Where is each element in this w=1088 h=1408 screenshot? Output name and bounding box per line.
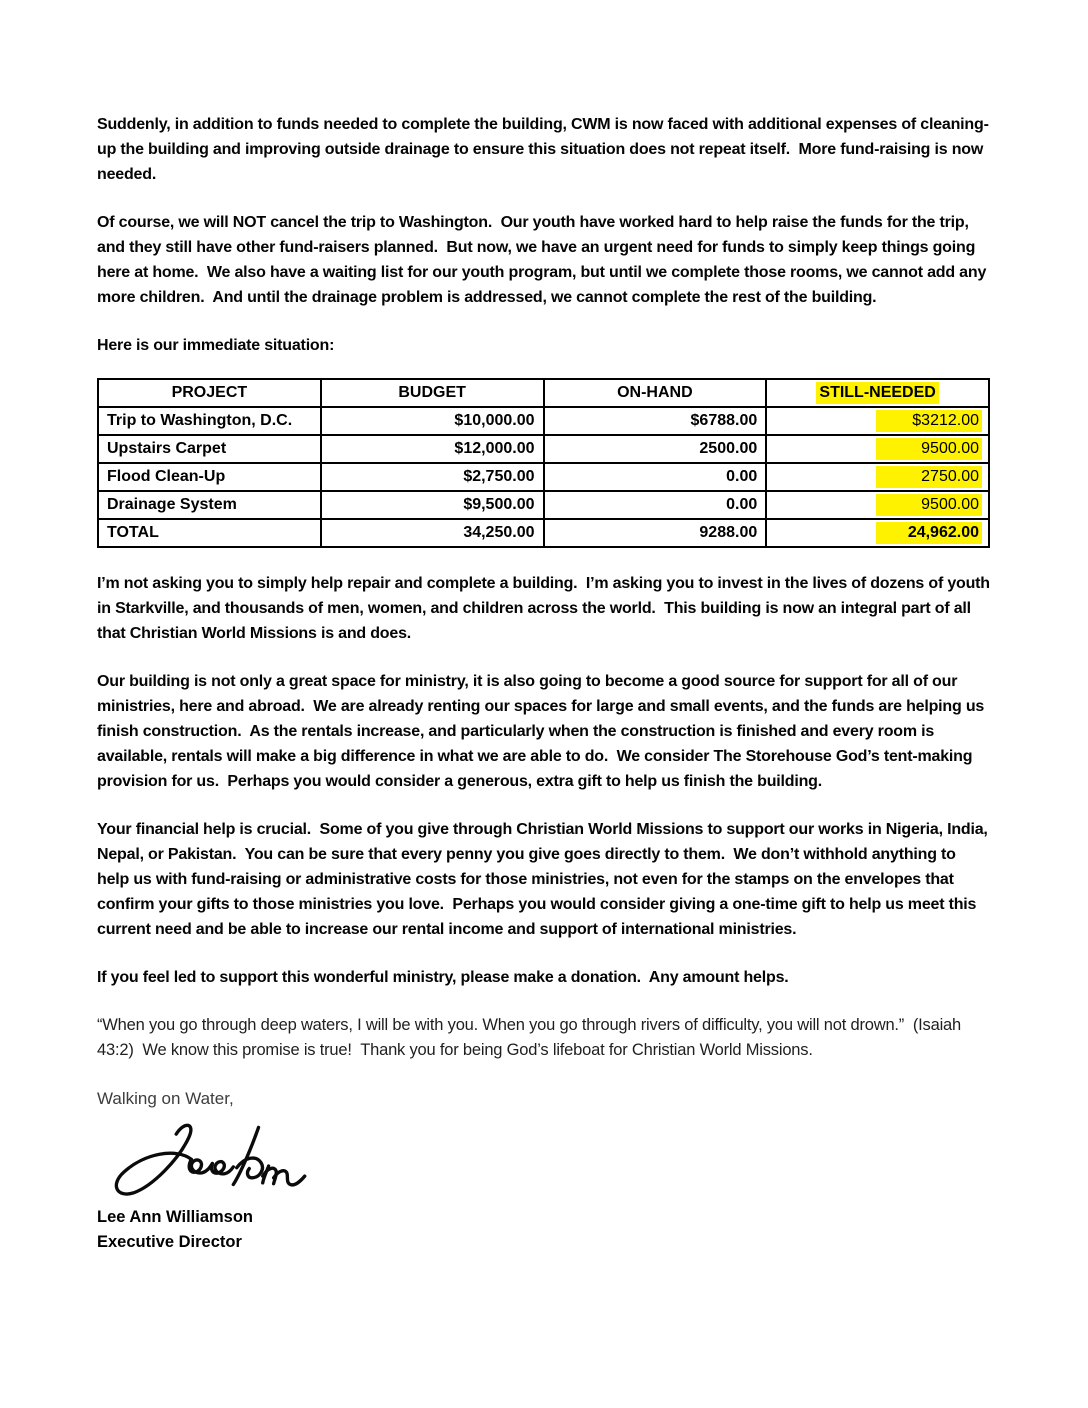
sender-title: Executive Director [97,1233,242,1251]
budget-cell: $10,000.00 [321,407,544,435]
project-cell: Upstairs Carpet [98,435,321,463]
budget-cell: $9,500.00 [321,491,544,519]
sender-name: Lee Ann Williamson [97,1208,254,1226]
table-header-row [98,379,989,407]
on-hand-cell: 2500.00 [544,435,767,463]
on-hand-cell: 0.00 [544,463,767,491]
table-row [98,491,989,519]
on-hand-cell: 0.00 [544,491,767,519]
table-row [98,435,989,463]
signature-image [109,1117,319,1205]
paragraph-donation-request: If you feel led to support this wonderful ministry, please make a donation. Any amount helps. [97,969,789,986]
paragraph-building-support: Our building is not only a great space for ministry, it is also going to become a good source for support for all of our ministries, here and abroad. We are already renting our spaces for large and small events, and the funds are helping us finish construction. As the rentals increase, and particularly when the construction is finished and every room is available, rentals will make a big difference in what we are able to do. We consider The Storehouse God’s tent-making provision for us. Perhaps you would consider a generous, extra gift to help us finish the building. [97,673,989,790]
still-needed-cell [766,435,989,463]
table-total-row [98,519,989,547]
still-needed-cell [766,463,989,491]
budget-cell: $12,000.00 [321,435,544,463]
still-needed-highlight: 9500.00 [876,494,982,516]
budget-cell: $2,750.00 [321,463,544,491]
paragraph-financial-help: Your financial help is crucial. Some of you give through Christian World Missions to support our works in Nigeria, India, Nepal, or Pakistan. You can be sure that every penny you give goes directly to them. We don’t withhold anything to help us with fund-raising or administrative costs for those ministries, not even for the stamps on the envelopes that confirm your gifts to those ministries you love. Perhaps you would consider giving a one-time gift to help us meet this current need and be able to increase our rental income and support of international ministries. [97,821,992,938]
still-needed-cell [766,407,989,435]
header-still-needed [766,379,989,407]
paragraph-invest-in-lives: I’m not asking you to simply help repair and complete a building. I’m asking you to invest in the lives of dozens of youth in Starkville, and thousands of men, women, and children across the world. This building is now an integral part of all that Christian World Missions is and does. [97,575,995,642]
table-row [98,407,989,435]
project-cell: Drainage System [98,491,321,519]
paragraph-funds-needed: Suddenly, in addition to funds needed to complete the building, CWM is now faced with additional expenses of cleaning-up the building and improving outside drainage to ensure this situation does not repeat itself. More fund-raising is now needed. [97,116,989,183]
still-needed-highlight: 9500.00 [876,438,982,460]
paragraph-trip-not-cancelled: Of course, we will NOT cancel the trip to Washington. Our youth have worked hard to help raise the funds for the trip, and they still have other fund-raisers planned. But now, we have an urgent need for funds to simply keep things going here at home. We also have a waiting list for our youth program, but until we complete those rooms, we cannot add any more children. And until the drainage problem is addressed, we cannot complete the rest of the building. [97,214,991,306]
total-still-needed-cell [766,519,989,547]
paragraph-scripture-quote: “When you go through deep waters, I will be with you. When you go through rivers of difficulty, you will not drown.” (Isaiah 43:2) We know this promise is true! Thank you for being God’s lifeboat for Christian World Missions. [97,1016,966,1059]
still-needed-highlight: 24,962.00 [876,522,982,544]
still-needed-cell [766,491,989,519]
project-cell: Trip to Washington, D.C. [98,407,321,435]
budget-table [97,378,990,548]
header-on-hand: ON-HAND [544,379,767,407]
total-on-hand-cell: 9288.00 [544,519,767,547]
project-cell: Flood Clean-Up [98,463,321,491]
valediction: Walking on Water, [97,1089,234,1108]
still-needed-highlight: 2750.00 [876,466,982,488]
header-budget: BUDGET [321,379,544,407]
header-project: PROJECT [98,379,321,407]
still-needed-highlight: $3212.00 [876,410,982,432]
situation-label: Here is our immediate situation: [97,337,335,354]
handwritten-signature [109,1117,991,1205]
table-row [98,463,989,491]
on-hand-cell: $6788.00 [544,407,767,435]
total-budget-cell: 34,250.00 [321,519,544,547]
total-label-cell: TOTAL [98,519,321,547]
still-needed-highlight: STILL-NEEDED [816,382,938,404]
